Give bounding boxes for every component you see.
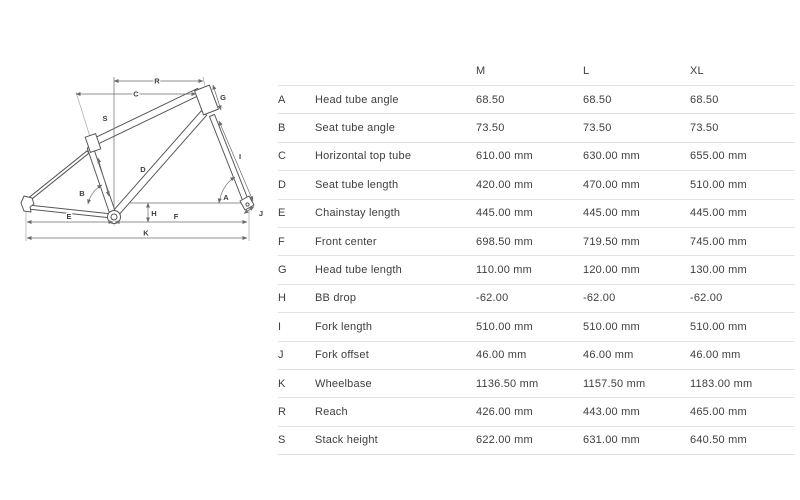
table-row [278, 285, 795, 313]
row-letter: G [278, 264, 287, 277]
column-header-l: L [583, 64, 590, 77]
dim-label-h: H [151, 209, 157, 218]
value-l: 443.00 mm [583, 405, 640, 418]
value-m: 445.00 mm [476, 207, 533, 220]
value-l: 120.00 mm [583, 264, 640, 277]
dim-label-k: K [143, 228, 149, 238]
table-row [278, 342, 795, 370]
value-m: 622.00 mm [476, 434, 533, 447]
value-m: 610.00 mm [476, 150, 533, 163]
table-row [278, 427, 795, 455]
row-letter: E [278, 207, 286, 220]
row-parameter: Seat tube length [315, 178, 399, 191]
row-parameter: Horizontal top tube [315, 150, 412, 163]
table-row [278, 114, 795, 142]
dim-label-c: C [133, 89, 139, 99]
row-parameter: Seat tube angle [315, 122, 396, 135]
value-l: 510.00 mm [583, 320, 640, 333]
dim-label-a: A [223, 193, 229, 202]
bottom-bracket-axle [111, 214, 117, 220]
dim-label-d: D [140, 165, 146, 174]
table-row [278, 228, 795, 256]
row-letter: A [278, 93, 286, 106]
dim-label-j: J [258, 209, 264, 218]
row-parameter: BB drop [315, 292, 357, 305]
table-row [278, 143, 795, 171]
value-m: 46.00 mm [476, 349, 527, 362]
value-xl: 130.00 mm [690, 264, 747, 277]
row-parameter: Stack height [315, 434, 378, 447]
value-xl: 510.00 mm [690, 320, 747, 333]
geometry-table-body [278, 86, 795, 455]
value-xl: 46.00 mm [690, 349, 741, 362]
dim-label-b: B [79, 189, 85, 198]
dim-label-g: G [220, 93, 226, 102]
table-row [278, 86, 795, 114]
table-row [278, 313, 795, 341]
fork [210, 115, 250, 207]
row-letter: B [278, 122, 286, 135]
value-l: 445.00 mm [583, 207, 640, 220]
row-letter: C [278, 150, 287, 163]
column-header-m: M [476, 64, 486, 77]
bike-frame-diagram [0, 0, 280, 260]
value-xl: 465.00 mm [690, 405, 747, 418]
value-xl: 1183.00 mm [690, 377, 753, 390]
row-parameter: Head tube length [315, 264, 402, 277]
row-parameter: Fork offset [315, 349, 369, 362]
row-parameter: Chainstay length [315, 207, 401, 220]
seat-tube [87, 146, 117, 218]
value-m: 426.00 mm [476, 405, 533, 418]
dim-label-r: R [154, 76, 160, 86]
row-letter: R [278, 405, 287, 418]
row-parameter: Head tube angle [315, 93, 399, 106]
value-m: 73.50 [476, 122, 505, 135]
geometry-table-header [278, 56, 795, 86]
geometry-table [278, 56, 795, 455]
value-l: 719.50 mm [583, 235, 640, 248]
table-row [278, 200, 795, 228]
table-row [278, 370, 795, 398]
row-parameter: Fork length [315, 320, 373, 333]
value-xl: 445.00 mm [690, 207, 747, 220]
table-row [278, 398, 795, 426]
table-row [278, 256, 795, 284]
value-m: 68.50 [476, 93, 505, 106]
value-xl: 640.50 mm [690, 434, 747, 447]
row-letter: H [278, 292, 287, 305]
row-letter: S [278, 434, 286, 447]
value-l: 73.50 [583, 122, 612, 135]
value-m: 420.00 mm [476, 178, 533, 191]
value-xl: 745.00 mm [690, 235, 747, 248]
dim-label-i: I [238, 152, 242, 161]
value-l: 631.00 mm [583, 434, 640, 447]
value-l: 630.00 mm [583, 150, 640, 163]
value-xl: -62.00 [690, 292, 723, 305]
row-letter: D [278, 178, 287, 191]
row-parameter: Wheelbase [315, 377, 372, 390]
value-m: 698.50 mm [476, 235, 533, 248]
value-l: 46.00 mm [583, 349, 634, 362]
front-axle [246, 203, 249, 206]
value-m: 1136.50 mm [476, 377, 539, 390]
value-m: 510.00 mm [476, 320, 533, 333]
value-m: 110.00 mm [476, 264, 533, 277]
value-l: 68.50 [583, 93, 612, 106]
value-l: 1157.50 mm [583, 377, 646, 390]
column-header-xl: XL [690, 64, 704, 77]
row-letter: I [278, 320, 282, 333]
value-l: -62.00 [583, 292, 616, 305]
table-row [278, 171, 795, 199]
value-m: -62.00 [476, 292, 509, 305]
row-letter: F [278, 235, 285, 248]
value-xl: 510.00 mm [690, 178, 747, 191]
value-xl: 68.50 [690, 93, 719, 106]
row-letter: K [278, 377, 286, 390]
value-xl: 655.00 mm [690, 150, 747, 163]
value-l: 470.00 mm [583, 178, 640, 191]
row-parameter: Front center [315, 235, 377, 248]
dim-label-f: F [173, 212, 179, 221]
dim-label-e: E [66, 212, 72, 221]
row-parameter: Reach [315, 405, 348, 418]
dim-label-s: S [102, 114, 108, 123]
row-letter: J [278, 349, 284, 362]
value-xl: 73.50 [690, 122, 719, 135]
head-tube [195, 85, 219, 115]
